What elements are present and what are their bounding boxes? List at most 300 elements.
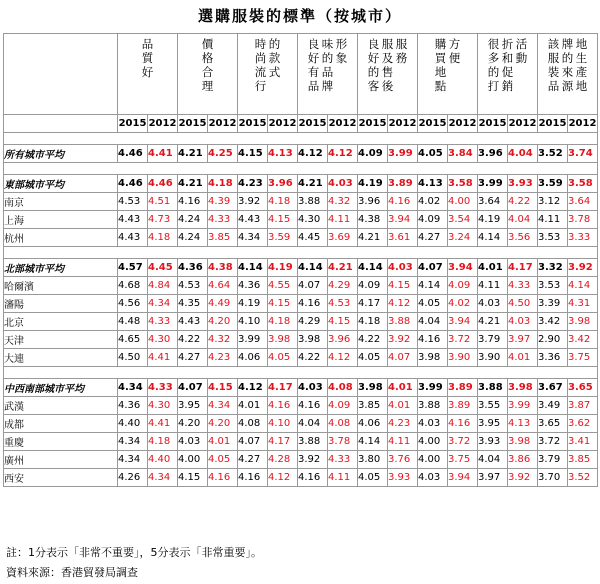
value-2012: 4.17	[268, 379, 298, 397]
value-2015: 3.95	[178, 397, 208, 415]
header-char: 地	[434, 65, 447, 79]
table-row	[4, 415, 598, 433]
value-2015: 4.06	[358, 415, 388, 433]
year-label: 2015	[238, 115, 268, 133]
value-2015: 3.53	[538, 229, 568, 247]
value-2015: 3.96	[358, 193, 388, 211]
city-name: 廣州	[4, 451, 118, 469]
value-2015: 4.04	[418, 313, 448, 331]
value-2012: 3.90	[448, 349, 478, 367]
value-2012: 4.18	[148, 433, 178, 451]
year-label: 2012	[448, 115, 478, 133]
value-2015: 3.95	[478, 415, 508, 433]
value-2012: 3.72	[448, 433, 478, 451]
year-label: 2015	[358, 115, 388, 133]
value-2012: 3.94	[448, 469, 478, 487]
average-row	[4, 379, 598, 397]
table-row	[4, 451, 598, 469]
value-2015: 4.34	[118, 433, 148, 451]
header-char: 服	[547, 51, 560, 65]
header-char: 流	[254, 65, 267, 79]
value-2015: 4.22	[178, 331, 208, 349]
header-char: 行	[254, 79, 267, 93]
value-2015: 4.53	[178, 277, 208, 295]
value-2012: 4.08	[328, 379, 358, 397]
value-2012: 4.18	[268, 193, 298, 211]
header-char: 良	[367, 37, 380, 51]
header-char: 象	[335, 51, 348, 65]
value-2012: 3.56	[508, 229, 538, 247]
city-name: 北部城市平均	[4, 259, 118, 277]
value-2015: 3.49	[538, 397, 568, 415]
value-2012: 4.12	[328, 145, 358, 163]
value-2015: 4.16	[178, 193, 208, 211]
value-2015: 4.68	[118, 277, 148, 295]
value-2015: 4.03	[418, 415, 448, 433]
year-label: 2015	[118, 115, 148, 133]
group-spacer	[4, 367, 598, 379]
page-title: 選購服裝的標準（按城市）	[197, 7, 402, 25]
value-2015: 4.40	[118, 415, 148, 433]
header-char: 產	[575, 65, 588, 79]
value-2015: 4.09	[418, 211, 448, 229]
year-label: 2015	[538, 115, 568, 133]
value-2015: 4.11	[478, 277, 508, 295]
value-2015: 4.57	[118, 259, 148, 277]
header-char: 購	[434, 37, 447, 51]
value-2015: 3.70	[538, 469, 568, 487]
column-header-4	[358, 34, 418, 115]
value-2012: 4.32	[208, 331, 238, 349]
value-2012: 4.17	[508, 259, 538, 277]
value-2012: 4.34	[148, 469, 178, 487]
value-2012: 3.96	[328, 331, 358, 349]
value-2015: 4.43	[178, 313, 208, 331]
value-2012: 4.50	[508, 295, 538, 313]
value-2012: 3.52	[568, 469, 598, 487]
year-label: 2012	[508, 115, 538, 133]
value-2015: 4.21	[178, 145, 208, 163]
header-char: 品	[141, 37, 154, 51]
value-2015: 3.90	[478, 349, 508, 367]
value-2012: 4.09	[328, 397, 358, 415]
value-2012: 3.84	[448, 145, 478, 163]
value-2012: 3.92	[508, 469, 538, 487]
value-2015: 4.12	[298, 145, 328, 163]
value-2012: 4.31	[568, 295, 598, 313]
column-header-7	[538, 34, 598, 115]
year-label: 2012	[268, 115, 298, 133]
value-2015: 4.14	[238, 259, 268, 277]
average-row	[4, 145, 598, 163]
value-2012: 4.04	[508, 211, 538, 229]
value-2012: 3.42	[568, 331, 598, 349]
year-label: 2012	[148, 115, 178, 133]
value-2012: 4.33	[148, 313, 178, 331]
value-2012: 4.11	[328, 211, 358, 229]
value-2015: 4.00	[178, 451, 208, 469]
value-2012: 3.89	[448, 379, 478, 397]
value-2012: 3.85	[568, 451, 598, 469]
value-2015: 4.34	[118, 451, 148, 469]
table-row	[4, 211, 598, 229]
value-2012: 4.41	[148, 145, 178, 163]
header-char: 售	[381, 65, 394, 79]
header-char: 品	[547, 79, 560, 93]
header-char: 牌	[561, 37, 574, 51]
value-2015: 4.26	[118, 469, 148, 487]
spacer-cell	[4, 133, 598, 145]
value-2015: 4.43	[118, 211, 148, 229]
value-2015: 3.88	[418, 397, 448, 415]
value-2012: 4.55	[268, 277, 298, 295]
value-2012: 3.98	[508, 379, 538, 397]
value-2015: 2.90	[538, 331, 568, 349]
city-name: 上海	[4, 211, 118, 229]
value-2012: 4.02	[448, 295, 478, 313]
column-header-3	[298, 34, 358, 115]
value-2015: 4.16	[418, 331, 448, 349]
table-row	[4, 397, 598, 415]
value-2015: 3.80	[358, 451, 388, 469]
value-2015: 4.53	[118, 193, 148, 211]
value-2012: 4.30	[148, 331, 178, 349]
city-name: 中西南部城市平均	[4, 379, 118, 397]
value-2015: 4.18	[358, 313, 388, 331]
value-2012: 4.39	[208, 193, 238, 211]
value-2012: 4.45	[148, 259, 178, 277]
city-name: 重慶	[4, 433, 118, 451]
value-2015: 4.03	[418, 469, 448, 487]
group-spacer	[4, 163, 598, 175]
header-char: 銷	[501, 79, 514, 93]
corner-cell	[4, 34, 118, 115]
value-2015: 4.16	[298, 397, 328, 415]
value-2015: 4.05	[418, 145, 448, 163]
header-char: 好	[367, 51, 380, 65]
value-2015: 3.55	[478, 397, 508, 415]
value-2012: 4.16	[268, 397, 298, 415]
value-2012: 4.13	[268, 145, 298, 163]
value-2012: 4.13	[508, 415, 538, 433]
value-2012: 4.15	[388, 277, 418, 295]
header-char: 有	[307, 65, 320, 79]
spacer-cell	[4, 247, 598, 259]
value-2012: 4.14	[568, 277, 598, 295]
header-char: 合	[201, 65, 214, 79]
value-2015: 3.67	[538, 379, 568, 397]
value-2015: 4.01	[238, 397, 268, 415]
value-2015: 3.88	[298, 193, 328, 211]
header-char: 及	[381, 51, 394, 65]
value-2012: 3.33	[568, 229, 598, 247]
value-2012: 4.11	[388, 433, 418, 451]
value-2015: 3.97	[478, 469, 508, 487]
year-label: 2012	[328, 115, 358, 133]
value-2015: 4.36	[238, 277, 268, 295]
value-2012: 3.59	[268, 229, 298, 247]
value-2012: 4.08	[328, 415, 358, 433]
value-2015: 4.24	[178, 211, 208, 229]
value-2012: 4.32	[328, 193, 358, 211]
value-2012: 3.58	[568, 175, 598, 193]
value-2015: 4.05	[358, 469, 388, 487]
value-2015: 4.48	[118, 313, 148, 331]
value-2012: 3.64	[568, 193, 598, 211]
value-2015: 4.46	[118, 175, 148, 193]
value-2015: 4.09	[358, 277, 388, 295]
value-2012: 3.78	[328, 433, 358, 451]
value-2015: 4.14	[298, 259, 328, 277]
value-2012: 3.62	[568, 415, 598, 433]
value-2012: 4.01	[508, 349, 538, 367]
value-2012: 3.99	[508, 397, 538, 415]
header-char: 尚	[254, 51, 267, 65]
value-2012: 4.03	[508, 313, 538, 331]
value-2015: 4.07	[178, 379, 208, 397]
header-char: 款	[268, 51, 281, 65]
value-2012: 4.15	[328, 313, 358, 331]
value-2012: 4.12	[328, 349, 358, 367]
value-2015: 4.29	[298, 313, 328, 331]
value-2012: 4.04	[508, 145, 538, 163]
table-row	[4, 229, 598, 247]
value-2012: 3.92	[388, 331, 418, 349]
header-char: 服	[395, 37, 408, 51]
column-header-2	[238, 34, 298, 115]
value-2012: 4.46	[148, 175, 178, 193]
value-2012: 4.33	[208, 211, 238, 229]
value-2015: 3.52	[538, 145, 568, 163]
header-char: 來	[561, 65, 574, 79]
header-char: 的	[367, 65, 380, 79]
year-label: 2015	[478, 115, 508, 133]
column-header-row	[4, 34, 598, 115]
value-2015: 3.85	[358, 397, 388, 415]
value-2012: 4.11	[328, 469, 358, 487]
value-2015: 3.32	[538, 259, 568, 277]
header-char: 形	[335, 37, 348, 51]
table-row	[4, 277, 598, 295]
value-2012: 4.05	[268, 349, 298, 367]
city-name: 武漢	[4, 397, 118, 415]
value-2015: 3.64	[478, 193, 508, 211]
value-2015: 3.65	[538, 415, 568, 433]
year-label: 2015	[298, 115, 328, 133]
value-2012: 4.23	[208, 349, 238, 367]
value-2015: 4.43	[238, 211, 268, 229]
value-2012: 3.98	[568, 313, 598, 331]
note-text: 註：1分表示「非常不重要」，5分表示「非常重要」。	[6, 546, 262, 559]
value-2012: 4.34	[148, 295, 178, 313]
value-2012: 3.87	[568, 397, 598, 415]
year-header-row	[4, 115, 598, 133]
value-2015: 3.99	[238, 331, 268, 349]
value-2012: 3.85	[208, 229, 238, 247]
value-2012: 4.73	[148, 211, 178, 229]
value-2012: 4.15	[268, 211, 298, 229]
value-2015: 3.92	[238, 193, 268, 211]
value-2015: 4.17	[358, 295, 388, 313]
header-char: 裝	[547, 65, 560, 79]
value-2012: 3.97	[508, 331, 538, 349]
header-char: 品	[321, 65, 334, 79]
city-name: 大連	[4, 349, 118, 367]
value-2012: 4.12	[268, 469, 298, 487]
group-spacer	[4, 133, 598, 145]
column-header-1	[178, 34, 238, 115]
value-2015: 4.36	[118, 397, 148, 415]
group-spacer	[4, 247, 598, 259]
table-body	[4, 133, 598, 487]
column-header-6	[478, 34, 538, 115]
value-2015: 4.30	[298, 211, 328, 229]
header-char: 方	[448, 37, 461, 51]
value-2012: 4.05	[208, 451, 238, 469]
value-2015: 4.23	[238, 175, 268, 193]
value-2015: 3.88	[298, 433, 328, 451]
city-name: 北京	[4, 313, 118, 331]
value-2012: 4.22	[508, 193, 538, 211]
value-2015: 4.12	[238, 379, 268, 397]
header-char: 價	[201, 37, 214, 51]
header-char: 生	[575, 51, 588, 65]
value-2015: 4.22	[298, 349, 328, 367]
header-char: 後	[381, 79, 394, 93]
value-2015: 3.98	[358, 379, 388, 397]
header-char: 的	[487, 65, 500, 79]
value-2012: 4.16	[448, 415, 478, 433]
value-2015: 4.15	[238, 145, 268, 163]
value-2015: 4.24	[178, 229, 208, 247]
header-char: 動	[515, 51, 528, 65]
value-2012: 4.16	[388, 193, 418, 211]
column-header-5	[418, 34, 478, 115]
year-label: 2012	[208, 115, 238, 133]
value-2015: 3.36	[538, 349, 568, 367]
table-row	[4, 193, 598, 211]
average-row	[4, 175, 598, 193]
header-char: 打	[487, 79, 500, 93]
value-2012: 3.88	[388, 313, 418, 331]
value-2015: 4.07	[238, 433, 268, 451]
header-char: 活	[515, 37, 528, 51]
value-2015: 4.56	[118, 295, 148, 313]
value-2012: 3.76	[388, 451, 418, 469]
header-char: 促	[501, 65, 514, 79]
table-row	[4, 433, 598, 451]
header-char: 牌	[321, 79, 334, 93]
value-2012: 3.93	[508, 175, 538, 193]
value-2015: 4.19	[238, 295, 268, 313]
header-char: 時	[254, 37, 267, 51]
value-2015: 4.27	[178, 349, 208, 367]
value-2015: 3.98	[418, 349, 448, 367]
criteria-table	[3, 33, 598, 487]
table-row	[4, 313, 598, 331]
city-name: 成都	[4, 415, 118, 433]
value-2015: 4.21	[298, 175, 328, 193]
corner-year-cell	[4, 115, 118, 133]
header-char: 和	[501, 51, 514, 65]
value-2012: 4.15	[208, 379, 238, 397]
value-2015: 3.98	[298, 331, 328, 349]
spacer-cell	[4, 163, 598, 175]
value-2012: 4.33	[508, 277, 538, 295]
city-name: 瀋陽	[4, 295, 118, 313]
header-char: 服	[381, 37, 394, 51]
source-text: 資料來源：香港貿發局調查	[6, 566, 138, 579]
value-2015: 4.08	[238, 415, 268, 433]
value-2015: 4.13	[418, 175, 448, 193]
value-2012: 4.00	[448, 193, 478, 211]
value-2012: 3.99	[388, 145, 418, 163]
value-2012: 4.84	[148, 277, 178, 295]
value-2012: 3.75	[568, 349, 598, 367]
value-2012: 4.41	[148, 349, 178, 367]
header-char: 務	[395, 51, 408, 65]
value-2012: 4.25	[208, 145, 238, 163]
city-name: 天津	[4, 331, 118, 349]
value-2015: 3.42	[538, 313, 568, 331]
header-char: 很	[487, 37, 500, 51]
value-2012: 4.49	[208, 295, 238, 313]
header-char: 地	[575, 79, 588, 93]
header-char: 理	[201, 79, 214, 93]
value-2012: 4.01	[388, 397, 418, 415]
value-2012: 3.96	[268, 175, 298, 193]
value-2015: 4.07	[298, 277, 328, 295]
value-2015: 3.99	[418, 379, 448, 397]
value-2015: 3.72	[538, 433, 568, 451]
value-2012: 4.29	[328, 277, 358, 295]
value-2015: 4.34	[118, 379, 148, 397]
header-char: 好	[141, 65, 154, 79]
value-2015: 4.21	[478, 313, 508, 331]
value-2012: 3.78	[568, 211, 598, 229]
value-2015: 4.27	[418, 229, 448, 247]
value-2012: 3.72	[448, 331, 478, 349]
value-2015: 4.43	[118, 229, 148, 247]
value-2015: 4.65	[118, 331, 148, 349]
value-2015: 4.50	[118, 349, 148, 367]
header-char: 格	[201, 51, 214, 65]
city-name: 杭州	[4, 229, 118, 247]
value-2015: 3.79	[478, 331, 508, 349]
value-2015: 4.04	[298, 415, 328, 433]
city-name: 西安	[4, 469, 118, 487]
value-2012: 3.41	[568, 433, 598, 451]
value-2012: 3.93	[388, 469, 418, 487]
value-2012: 4.18	[268, 313, 298, 331]
value-2012: 4.19	[268, 259, 298, 277]
value-2012: 4.01	[388, 379, 418, 397]
value-2012: 4.03	[388, 259, 418, 277]
value-2015: 3.99	[478, 175, 508, 193]
value-2015: 4.14	[358, 259, 388, 277]
header-char: 多	[487, 51, 500, 65]
value-2012: 3.94	[448, 313, 478, 331]
value-2015: 4.27	[238, 451, 268, 469]
value-2015: 4.46	[118, 145, 148, 163]
value-2015: 4.10	[238, 313, 268, 331]
value-2012: 4.20	[208, 415, 238, 433]
value-2012: 4.09	[448, 277, 478, 295]
value-2015: 4.03	[478, 295, 508, 313]
value-2015: 4.15	[178, 469, 208, 487]
spacer-cell	[4, 367, 598, 379]
value-2012: 4.21	[328, 259, 358, 277]
